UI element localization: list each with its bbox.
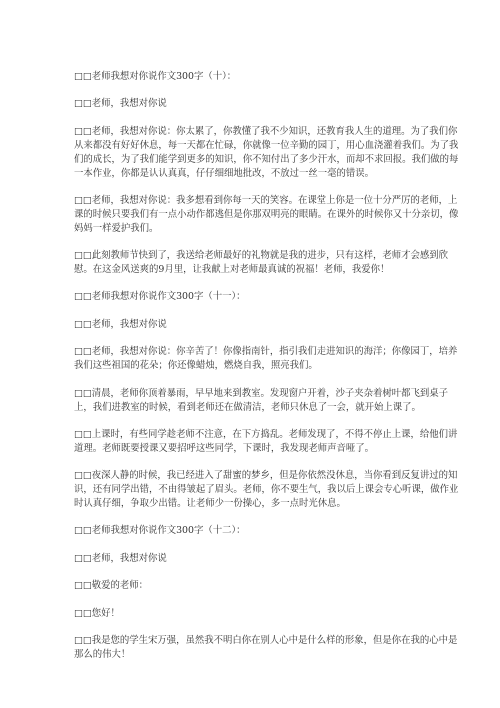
body-paragraph: □□此刻教师节快到了，我送给老师最好的礼物就是我的进步，只有这样，老师才会感到欣慰。在这金风送爽的9月里，让我献上对老师最真诚的祝福！老师，我爱你！	[74, 250, 448, 276]
essay-subtitle: □□老师，我想对你说	[74, 552, 167, 564]
body-paragraph: □□老师，我想对你说：你辛苦了！你像指南针，指引我们走进知识的海洋；你像园丁，培养我们这些祖国的花朵；你还像蜡烛，燃烧自我，照亮我们。	[74, 346, 458, 372]
body-paragraph: □□老师，我想对你说：我多想看到你每一天的笑容。在课堂上你是一位十分严厉的老师，上课的时候只要我们有一点小动作都逃但是你那双明亮的眼睛。在课外的时候你又十分亲切，像妈妈一样爱护我们。	[74, 194, 459, 234]
salutation: □□敬爱的老师：	[74, 580, 148, 592]
body-paragraph: □□夜深人静的时候，我已经进入了甜蜜的梦乡，但是你依然没休息，当你看到反复讲过的知识，还有同学出错，不由得皱起了眉头。老师，你不要生气，我以后上课会专心听课，做作业时认真仔细，争取少出错。让老师少一份操心，多一点时光休息。	[74, 470, 459, 510]
greeting: □□您好！	[74, 607, 120, 619]
body-paragraph: □□老师，我想对你说：你太累了，你教懂了我不少知识，还教育我人生的道理。为了我们你从来都没有好好休息，每一天都在忙碌，你就像一位辛勤的园丁，用心血浇灌着我们。为了我们的成长，为了我们能学到更多的知识，你不知付出了多少汗水，而却不求回报。我们做的每一本作业，你都是认认真真，仔仔细细地批改，不放过一丝一毫的错误。	[74, 125, 459, 179]
body-paragraph: □□上课时，有些同学趁老师不注意，在下方捣乱。老师发现了，不得不停止上课，给他们讲道理。老师既要授课又要招呼这些同学，下课时，我发现老师声音哑了。	[74, 428, 458, 454]
essay-title-12: □□老师我想对你说作文300字（十二）：	[74, 525, 246, 537]
essay-subtitle: □□老师，我想对你说	[74, 98, 167, 110]
essay-subtitle: □□老师，我想对你说	[74, 318, 167, 330]
body-paragraph: □□清晨，老师你顶着暴雨，早早地来到教室。发现窗户开着，沙子夹杂着树叶都飞到桌子上，我们进教室的时候，看到老师还在做清洁，老师只休息了一会，就开始上课了。	[74, 387, 448, 413]
body-paragraph: □□我是您的学生宋万强，虽然我不明白你在别人心中是什么样的形象，但是你在我的心中是那么的伟大！	[74, 635, 458, 660]
essay-title-11: □□老师我想对你说作文300字（十一）：	[74, 291, 246, 303]
essay-title-10: □□老师我想对你说作文300字（十）：	[74, 71, 237, 82]
